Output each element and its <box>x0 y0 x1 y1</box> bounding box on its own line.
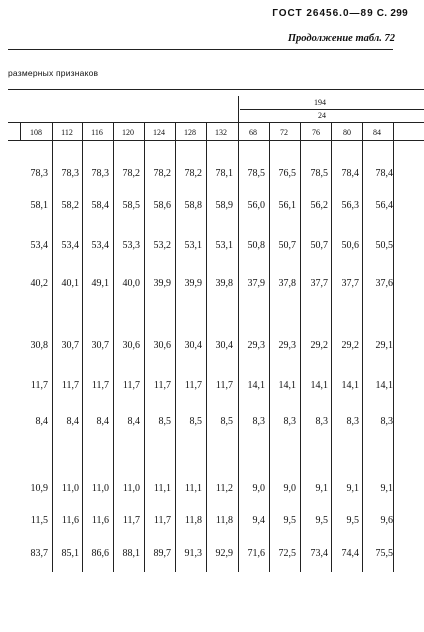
table-cell: 8,3 <box>315 416 328 427</box>
column-divider <box>20 122 21 140</box>
table-cell: 56,2 <box>310 200 328 211</box>
table-cell: 78,5 <box>310 168 328 179</box>
table-top-rule <box>8 89 424 90</box>
table-cell: 71,6 <box>247 548 265 559</box>
table-cell: 11,7 <box>153 380 171 391</box>
table-cell: 86,6 <box>91 548 109 559</box>
table-cell: 14,1 <box>278 380 296 391</box>
table-cell: 11,6 <box>61 515 79 526</box>
table-cell: 11,7 <box>215 380 233 391</box>
table-cell: 74,4 <box>341 548 359 559</box>
table-cell: 30,7 <box>91 340 109 351</box>
table-cell: 11,0 <box>61 483 79 494</box>
table-cell: 78,4 <box>341 168 359 179</box>
column-header: 76 <box>312 128 320 137</box>
table-cell: 11,7 <box>30 380 48 391</box>
table-cell: 58,9 <box>215 200 233 211</box>
table-cell: 11,2 <box>215 483 233 494</box>
table-cell: 29,3 <box>247 340 265 351</box>
table-subtitle: размерных признаков <box>8 68 99 78</box>
table-cell: 37,7 <box>341 278 359 289</box>
group-divider <box>238 96 239 122</box>
column-header: 84 <box>373 128 381 137</box>
table-cell: 78,2 <box>122 168 140 179</box>
table-cell: 8,5 <box>189 416 202 427</box>
table-cell: 8,3 <box>346 416 359 427</box>
table-cell: 53,1 <box>215 240 233 251</box>
table-cell: 8,3 <box>283 416 296 427</box>
table-cell: 9,4 <box>252 515 265 526</box>
table-cell: 9,5 <box>346 515 359 526</box>
table-cell: 14,1 <box>341 380 359 391</box>
table-cell: 50,8 <box>247 240 265 251</box>
table-cell: 58,2 <box>61 200 79 211</box>
table-cell: 58,8 <box>184 200 202 211</box>
table-cell: 8,4 <box>127 416 140 427</box>
column-header: 116 <box>91 128 103 137</box>
table-cell: 8,4 <box>96 416 109 427</box>
table-cell: 11,7 <box>122 380 140 391</box>
table-cell: 85,1 <box>61 548 79 559</box>
table-cell: 53,2 <box>153 240 171 251</box>
column-header: 108 <box>30 128 42 137</box>
table-cell: 29,2 <box>341 340 359 351</box>
table-cell: 88,1 <box>122 548 140 559</box>
table-cell: 11,0 <box>91 483 109 494</box>
table-cell: 8,3 <box>252 416 265 427</box>
table-cell: 58,4 <box>91 200 109 211</box>
table-cell: 14,1 <box>310 380 328 391</box>
table-cell: 50,6 <box>341 240 359 251</box>
table-cell: 9,0 <box>252 483 265 494</box>
table-cell: 9,1 <box>380 483 393 494</box>
column-header: 132 <box>215 128 227 137</box>
table-cell: 58,1 <box>30 200 48 211</box>
page-header <box>272 8 408 19</box>
table-cell: 53,4 <box>61 240 79 251</box>
table-cell: 50,5 <box>375 240 393 251</box>
table-cell: 9,6 <box>380 515 393 526</box>
table-cell: 11,7 <box>184 380 202 391</box>
table-cell: 73,4 <box>310 548 328 559</box>
column-header: 72 <box>280 128 288 137</box>
table-cell: 8,3 <box>380 416 393 427</box>
table-cell: 11,0 <box>122 483 140 494</box>
table-cell: 75,5 <box>375 548 393 559</box>
table-cell: 14,1 <box>247 380 265 391</box>
table-cell: 37,6 <box>375 278 393 289</box>
table-cell: 91,3 <box>184 548 202 559</box>
table-cell: 37,8 <box>278 278 296 289</box>
table-cell: 30,7 <box>61 340 79 351</box>
table-cell: 50,7 <box>278 240 296 251</box>
table-cell: 30,6 <box>122 340 140 351</box>
table-cell: 39,8 <box>215 278 233 289</box>
table-cell: 78,2 <box>184 168 202 179</box>
table-cell: 14,1 <box>375 380 393 391</box>
subgroup-header: 24 <box>318 111 326 120</box>
table-cell: 29,2 <box>310 340 328 351</box>
table-cell: 8,5 <box>158 416 171 427</box>
table-cell: 11,1 <box>184 483 202 494</box>
column-header: 120 <box>122 128 134 137</box>
table-cell: 53,3 <box>122 240 140 251</box>
table-cell: 72,5 <box>278 548 296 559</box>
table-cell: 9,5 <box>315 515 328 526</box>
header-rule <box>8 49 393 50</box>
table-cell: 39,9 <box>184 278 202 289</box>
table-cell: 78,2 <box>153 168 171 179</box>
table-cell: 56,1 <box>278 200 296 211</box>
table-cell: 40,2 <box>30 278 48 289</box>
table-cell: 30,6 <box>153 340 171 351</box>
table-cell: 29,3 <box>278 340 296 351</box>
table-cell: 78,3 <box>91 168 109 179</box>
table-cell: 30,8 <box>30 340 48 351</box>
column-divider <box>393 122 394 572</box>
table-cell: 9,1 <box>315 483 328 494</box>
table-cell: 9,1 <box>346 483 359 494</box>
table-cell: 11,7 <box>61 380 79 391</box>
table-cell: 8,4 <box>35 416 48 427</box>
table-cell: 11,7 <box>122 515 140 526</box>
table-cell: 9,5 <box>283 515 296 526</box>
group-header: 194 <box>314 98 326 107</box>
table-cell: 11,1 <box>153 483 171 494</box>
table-cell: 40,0 <box>122 278 140 289</box>
table-cell: 56,3 <box>341 200 359 211</box>
table-cell: 40,1 <box>61 278 79 289</box>
column-header: 80 <box>343 128 351 137</box>
table-cell: 53,4 <box>30 240 48 251</box>
table-cell: 92,9 <box>215 548 233 559</box>
table-cell: 30,4 <box>215 340 233 351</box>
table-cell: 78,5 <box>247 168 265 179</box>
table-cell: 58,5 <box>122 200 140 211</box>
table-cell: 56,4 <box>375 200 393 211</box>
column-header: 68 <box>249 128 257 137</box>
table-cell: 58,6 <box>153 200 171 211</box>
table-cell: 10,9 <box>30 483 48 494</box>
table-cell: 30,4 <box>184 340 202 351</box>
table-cell: 78,4 <box>375 168 393 179</box>
table-cell: 78,3 <box>61 168 79 179</box>
table-cell: 49,1 <box>91 278 109 289</box>
table-cell: 9,0 <box>283 483 296 494</box>
table-cell: 37,7 <box>310 278 328 289</box>
table-cell: 78,1 <box>215 168 233 179</box>
table-cell: 89,7 <box>153 548 171 559</box>
page-number: С. 299 <box>376 8 408 19</box>
table-cell: 76,5 <box>278 168 296 179</box>
table-cell: 53,4 <box>91 240 109 251</box>
table-cell: 56,0 <box>247 200 265 211</box>
table-cell: 78,3 <box>30 168 48 179</box>
table-cell: 11,8 <box>184 515 202 526</box>
table-cell: 39,9 <box>153 278 171 289</box>
column-header: 128 <box>184 128 196 137</box>
table-cell: 8,5 <box>220 416 233 427</box>
table-cell: 37,9 <box>247 278 265 289</box>
group-header-rule <box>240 109 424 110</box>
table-cell: 11,7 <box>153 515 171 526</box>
column-header: 112 <box>61 128 73 137</box>
table-cell: 11,7 <box>91 380 109 391</box>
table-cell: 53,1 <box>184 240 202 251</box>
table-cell: 11,8 <box>215 515 233 526</box>
table-cell: 11,6 <box>91 515 109 526</box>
table-cell: 11,5 <box>30 515 48 526</box>
table-cell: 29,1 <box>375 340 393 351</box>
table-cell: 8,4 <box>66 416 79 427</box>
table-cell: 50,7 <box>310 240 328 251</box>
column-header: 124 <box>153 128 165 137</box>
table-cell: 83,7 <box>30 548 48 559</box>
standard-number: ГОСТ 26456.0—89 <box>272 8 374 19</box>
continuation-caption: Продолжение табл. 72 <box>287 33 395 44</box>
